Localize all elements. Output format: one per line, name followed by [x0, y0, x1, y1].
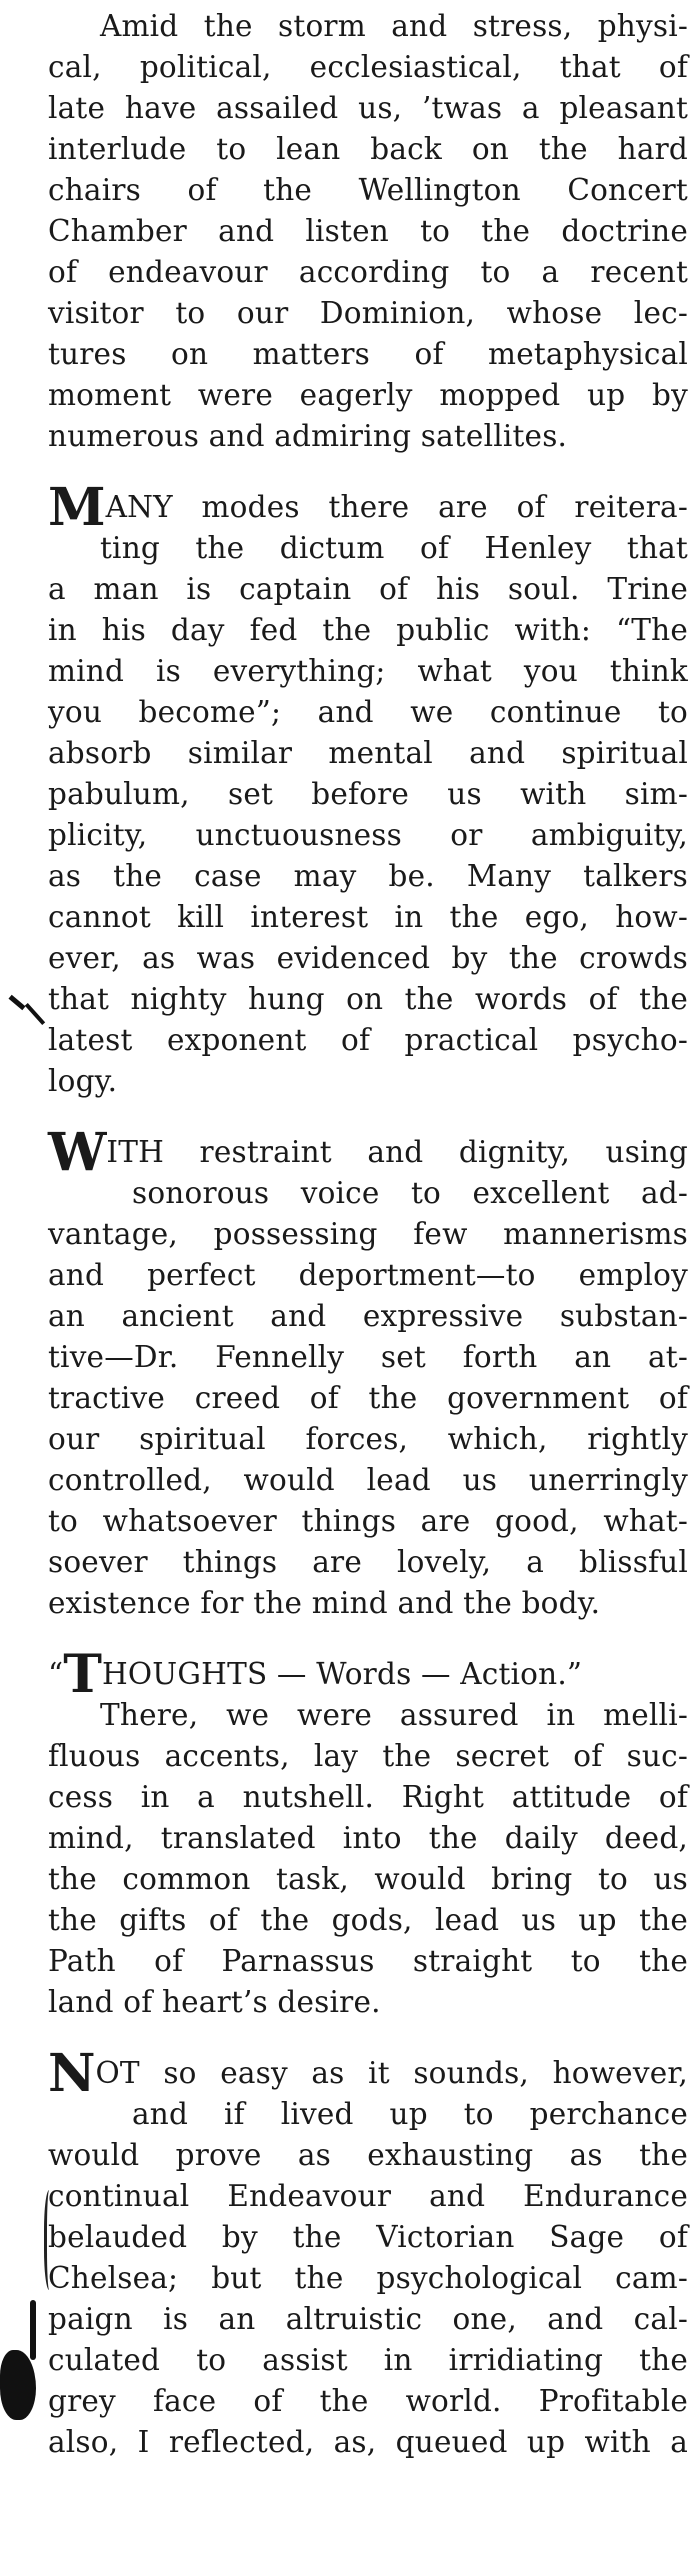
- paragraph-3: [48, 1122, 688, 1624]
- text-line: interlude to lean back on the hard: [48, 132, 688, 166]
- text-line: chairs of the Wellington Concert: [48, 173, 688, 207]
- text-line: controlled, would lead us unerringly: [48, 1463, 688, 1497]
- text-line: late have assailed us, ’twas a pleasant: [48, 91, 688, 125]
- text-line: our spiritual forces, which, rightly: [48, 1422, 688, 1456]
- text-line: and perfect deportment—to employ: [48, 1258, 688, 1292]
- text-line: There, we were assured in melli-: [100, 1698, 688, 1732]
- text-line: moment were eagerly mopped up by: [48, 378, 688, 412]
- text-line: cannot kill interest in the ego, how-: [48, 900, 688, 934]
- text-line: that nighty hung on the words of the: [48, 982, 688, 1016]
- drop-cap: T: [63, 1644, 102, 1705]
- text-line: existence for the mind and the body.: [48, 1586, 601, 1620]
- text-line: Chelsea; but the psychological cam-: [48, 2261, 688, 2295]
- text-line: belauded by the Victorian Sage of: [48, 2220, 688, 2254]
- text-line: logy.: [48, 1064, 118, 1098]
- text-line: visitor to our Dominion, whose lec-: [48, 296, 688, 330]
- opening-quote: “: [48, 1657, 64, 1691]
- text-line-dropcap: [48, 1644, 688, 1705]
- drop-cap: M: [48, 477, 106, 538]
- text-line: continual Endeavour and Endurance: [48, 2179, 688, 2213]
- text-line: and if lived up to perchance: [132, 2097, 688, 2131]
- text-line: as the case may be. Many talkers: [48, 859, 688, 893]
- text-line: vantage, possessing few mannerisms: [48, 1217, 688, 1251]
- text-line-dropcap: [48, 2043, 688, 2104]
- text-line: latest exponent of practical psycho-: [48, 1023, 688, 1057]
- ink-smudge-mark: [8, 995, 25, 1010]
- paragraph-1: [48, 6, 688, 457]
- text-line: Amid the storm and stress, physi-: [100, 9, 688, 43]
- text-line: an ancient and expressive substan-: [48, 1299, 688, 1333]
- text-line: plicity, unctuousness or ambiguity,: [48, 818, 688, 852]
- text-line: the gifts of the gods, lead us up the: [48, 1903, 688, 1937]
- text-line: the common task, would bring to us: [48, 1862, 688, 1896]
- text-line: would prove as exhausting as the: [48, 2138, 688, 2172]
- paragraph-2: [48, 477, 688, 1102]
- text-line: ever, as was evidenced by the crowds: [48, 941, 688, 975]
- text-line: numerous and admiring satellites.: [48, 419, 568, 453]
- text-run: OT so easy as it sounds, however,: [95, 2056, 688, 2090]
- text-line: to whatsoever things are good, what-: [48, 1504, 688, 1538]
- text-line: mind is everything; what you think: [48, 654, 688, 688]
- ink-smudge-mark: [25, 1003, 45, 1025]
- paragraph-5: [48, 2043, 688, 2463]
- text-line: paign is an altruistic one, and cal-: [48, 2302, 688, 2336]
- text-line: land of heart’s desire.: [48, 1985, 381, 2019]
- text-line: mind, translated into the daily deed,: [48, 1821, 688, 1855]
- text-line: culated to assist in irridiating the: [48, 2343, 688, 2377]
- text-line: cal, political, ecclesiastical, that of: [48, 50, 688, 84]
- text-line: ting the dictum of Henley that: [100, 531, 688, 565]
- ink-smudge-mark: [30, 2300, 36, 2360]
- text-line: cess in a nutshell. Right attitude of: [48, 1780, 688, 1814]
- text-line: tures on matters of metaphysical: [48, 337, 688, 371]
- text-line-dropcap: [48, 477, 688, 538]
- text-run: ANY modes there are of reitera-: [105, 490, 688, 524]
- text-line: also, I reflected, as, queued up with a: [48, 2425, 688, 2459]
- text-line: tractive creed of the government of: [48, 1381, 688, 1415]
- text-line: a man is captain of his soul. Trine: [48, 572, 688, 606]
- ink-smudge-mark: [0, 2350, 36, 2420]
- text-line: fluous accents, lay the secret of suc-: [48, 1739, 688, 1773]
- text-line: absorb similar mental and spiritual: [48, 736, 688, 770]
- text-run: HOUGHTS — Words — Action.”: [102, 1657, 583, 1691]
- paragraph-4: [48, 1644, 688, 2023]
- article-column: [48, 6, 688, 2493]
- text-line: soever things are lovely, a blissful: [48, 1545, 688, 1579]
- text-line: tive—Dr. Fennelly set forth an at-: [48, 1340, 688, 1374]
- drop-cap: N: [48, 2043, 96, 2104]
- text-line: pabulum, set before us with sim-: [48, 777, 688, 811]
- text-line: grey face of the world. Profitable: [48, 2384, 688, 2418]
- text-line: sonorous voice to excellent ad-: [132, 1176, 688, 1210]
- text-line: Chamber and listen to the doctrine: [48, 214, 688, 248]
- text-line: Path of Parnassus straight to the: [48, 1944, 688, 1978]
- text-run: ITH restraint and dignity, using: [106, 1135, 688, 1169]
- text-line: of endeavour according to a recent: [48, 255, 688, 289]
- drop-cap: W: [48, 1122, 107, 1183]
- text-line: you become”; and we continue to: [48, 695, 688, 729]
- text-line-dropcap: [48, 1122, 688, 1183]
- text-line: in his day fed the public with: “The: [48, 613, 688, 647]
